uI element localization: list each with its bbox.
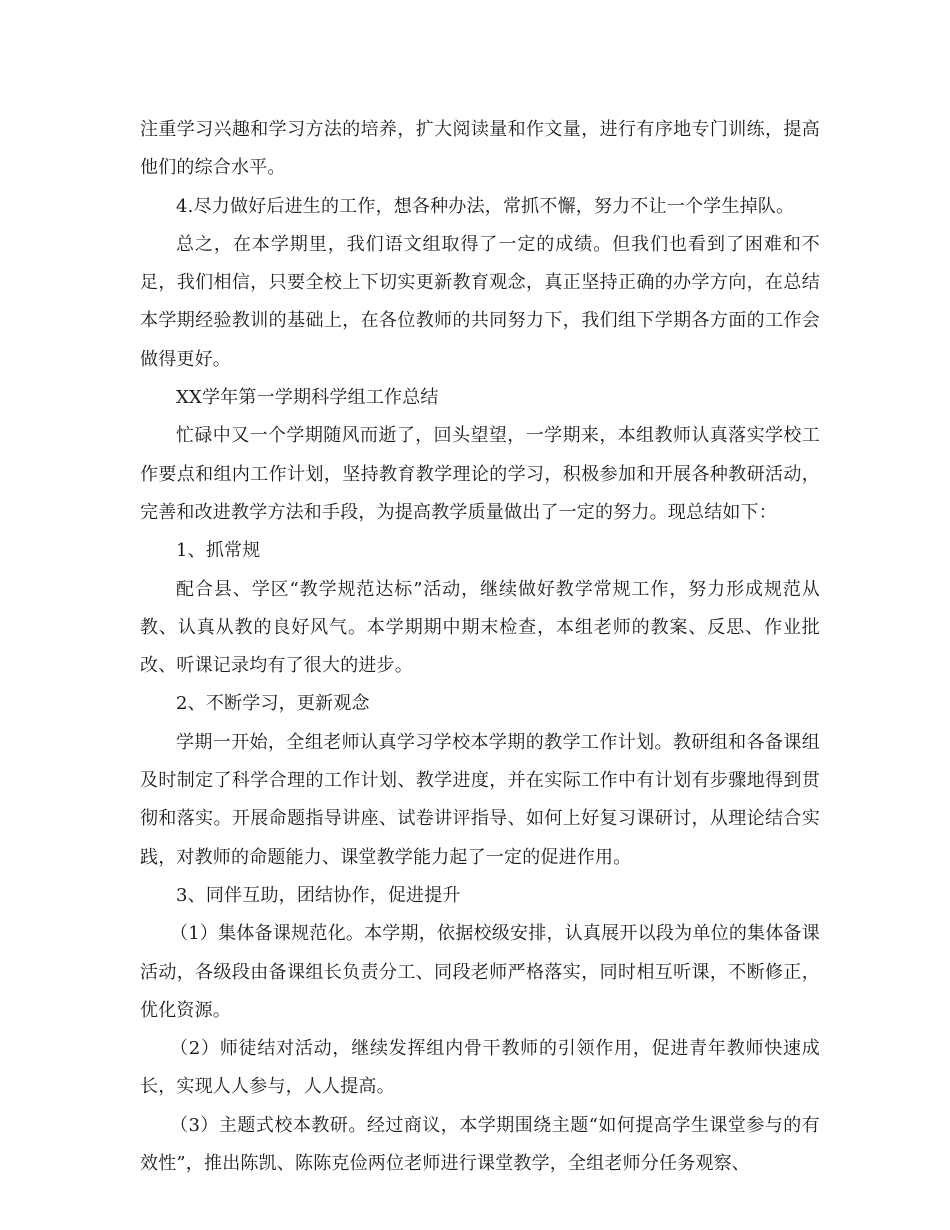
section-title: XX学年第一学期科学组工作总结	[176, 387, 439, 409]
paragraph-mentoring: （2）师徒结对活动，继续发挥组内骨干教师的引领作用，促进青年教师快速成长，实现人人参与，人人提高。	[140, 1038, 820, 1098]
subheading-2: 2、不断学习，更新观念	[176, 693, 370, 715]
paragraph-learning: 学期一开始，全组老师认真学习学校本学期的教学工作计划。教研组和各备课组及时制定了科学合理的工作计划、教学进度，并在实际工作中有计划有步骤地得到贯彻和落实。开展命题指导讲座、试卷讲评指导、如何上好复习课研讨，从理论结合实践，对教师的命题能力、课堂教学能力起了一定的促进作用。	[140, 731, 820, 868]
subheading-3: 3、同伴互助，团结协作，促进提升	[176, 884, 461, 906]
paragraph-summary: 总之，在本学期里，我们语文组取得了一定的成绩。但我们也看到了困难和不足，我们相信，只要全校上下切实更新教育观念，真正坚持正确的办学方向，在总结本学期经验教训的基础上，在各位教师的共同努力下，我们组下学期各方面的工作会做得更好。	[140, 233, 820, 370]
subheading-1: 1、抓常规	[176, 540, 261, 562]
paragraph-item-4: 4.尽力做好后进生的工作，想各种办法，常抓不懈，努力不让一个学生掉队。	[176, 195, 795, 217]
paragraph-themed-research: （3）主题式校本教研。经过商议，本学期围绕主题“如何提高学生课堂参与的有效性”，推出陈凯、陈陈克俭两位老师进行课堂教学，全组老师分任务观察、	[140, 1114, 820, 1175]
paragraph-continuation: 注重学习兴趣和学习方法的培养，扩大阅读量和作文量，进行有序地专门训练，提高他们的综合水平。	[140, 119, 820, 179]
paragraph-intro: 忙碌中又一个学期随风而逝了，回头望望，一学期来，本组教师认真落实学校工作要点和组内工作计划，坚持教育教学理论的学习，积极参加和开展各种教研活动，完善和改进教学方法和手段，为提高教学质量做出了一定的努力。现总结如下：	[140, 425, 820, 523]
paragraph-routine: 配合县、学区“教学规范达标”活动，继续做好教学常规工作，努力形成规范从教、认真从教的良好风气。本学期期中期末检查，本组老师的教案、反思、作业批改、听课记录均有了很大的进步。	[140, 578, 820, 677]
paragraph-collective-prep: （1）集体备课规范化。本学期，依据校级安排，认真展开以段为单位的集体备课活动，各级段由备课组长负责分工、同段老师严格落实，同时相互听课，不断修正，优化资源。	[140, 923, 820, 1021]
document-body	[140, 111, 820, 1183]
